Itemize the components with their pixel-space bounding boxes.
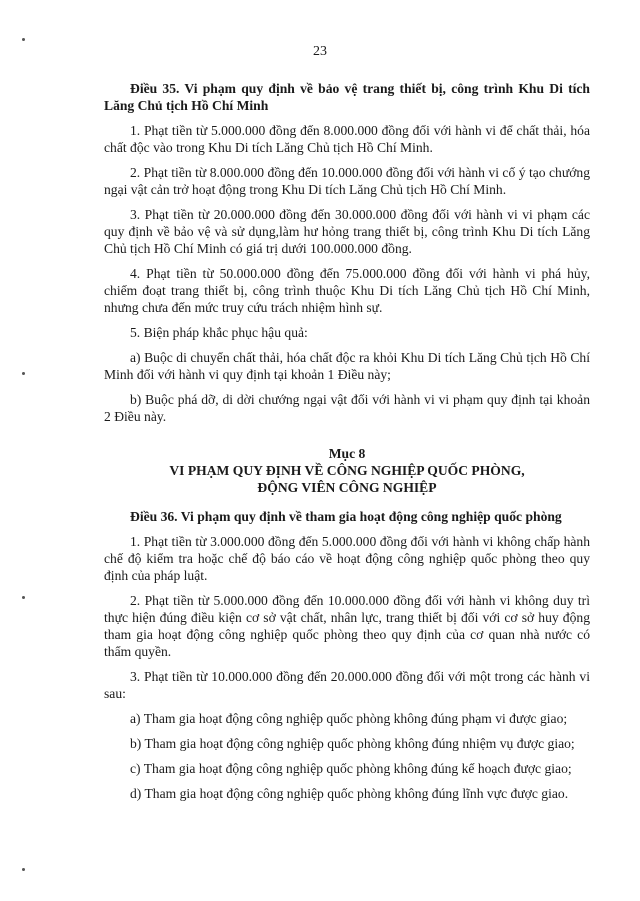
scan-speck [22,868,25,871]
section-title-line-1: VI PHẠM QUY ĐỊNH VỀ CÔNG NGHIỆP QUỐC PHÒNG, [169,463,525,478]
scan-speck [22,38,25,41]
article-36-clause: 3. Phạt tiền từ 10.000.000 đồng đến 20.000.000 đồng đối với một trong các hành vi sau: [104,669,590,701]
article-36-clause: a) Tham gia hoạt động công nghiệp quốc phòng không đúng phạm vi được giao; [130,711,568,726]
scan-speck [22,596,25,599]
article-36-clause: 2. Phạt tiền từ 5.000.000 đồng đến 10.000.000 đồng đối với hành vi không duy trì thực hiện đúng điều kiện cơ sở vật chất, nhân lực, trang thiết bị đối với cơ sở huy động tham gia hoạt động công nghiệp quốc phòng theo quy định của cơ quan nhà nước có thẩm quyền. [104,593,590,659]
document-body [104,80,590,810]
article-35-clause: b) Buộc phá dỡ, di dời chướng ngại vật đối với hành vi vi phạm quy định tại khoản 2 Điều này. [104,392,590,424]
section-label: Mục 8 [328,446,366,461]
article-35-clause: 2. Phạt tiền từ 8.000.000 đồng đến 10.000.000 đồng đối với hành vi cố ý tạo chướng ngại vật cản trở hoạt động trong Khu Di tích Lăng Chủ tịch Hồ Chí Minh. [104,165,590,197]
scan-speck [22,372,25,375]
section-title-line-2: ĐỘNG VIÊN CÔNG NGHIỆP [257,480,437,495]
article-36-clause: 1. Phạt tiền từ 3.000.000 đồng đến 5.000.000 đồng đối với hành vi không chấp hành chế độ kiểm tra hoặc chế độ báo cáo về hoạt động công nghiệp quốc phòng theo quy định của pháp luật. [104,534,590,583]
section-heading [104,445,590,496]
article-36-clause: c) Tham gia hoạt động công nghiệp quốc phòng không đúng kế hoạch được giao; [130,761,572,776]
article-35-clause: 3. Phạt tiền từ 20.000.000 đồng đến 30.000.000 đồng đối với hành vi vi phạm các quy định về bảo vệ và sử dụng,làm hư hỏng trang thiết bị, công trình Khu Di tích Lăng Chủ tịch Hồ Chí Minh có giá trị dưới 100.000.000 đồng. [104,207,590,256]
article-36-title: Điều 36. Vi phạm quy định về tham gia hoạt động công nghiệp quốc phòng [130,509,562,524]
article-36-clause: b) Tham gia hoạt động công nghiệp quốc phòng không đúng nhiệm vụ được giao; [130,736,575,751]
article-35-clause: 1. Phạt tiền từ 5.000.000 đồng đến 8.000.000 đồng đối với hành vi để chất thải, hóa chất độc vào trong Khu Di tích Lăng Chủ tịch Hồ Chí Minh. [104,123,590,155]
article-36-clause: d) Tham gia hoạt động công nghiệp quốc phòng không đúng lĩnh vực được giao. [130,786,569,801]
article-35-title: Điều 35. Vi phạm quy định về bảo vệ trang thiết bị, công trình Khu Di tích Lăng Chủ tịch Hồ Chí Minh [104,81,590,113]
page-number: 23 [313,44,327,59]
article-35-clause: 5. Biện pháp khắc phục hậu quả: [130,325,308,340]
article-35-clause: a) Buộc di chuyển chất thải, hóa chất độc ra khỏi Khu Di tích Lăng Chủ tịch Hồ Chí Minh đối với hành vi quy định tại khoản 1 Điều này; [104,350,590,382]
article-35-clause: 4. Phạt tiền từ 50.000.000 đồng đến 75.000.000 đồng đối với hành vi phá hủy, chiếm đoạt trang thiết bị, công trình thuộc Khu Di tích Lăng Chủ tịch Hồ Chí Minh, nhưng chưa đến mức truy cứu trách nhiệm hình sự. [104,266,590,315]
